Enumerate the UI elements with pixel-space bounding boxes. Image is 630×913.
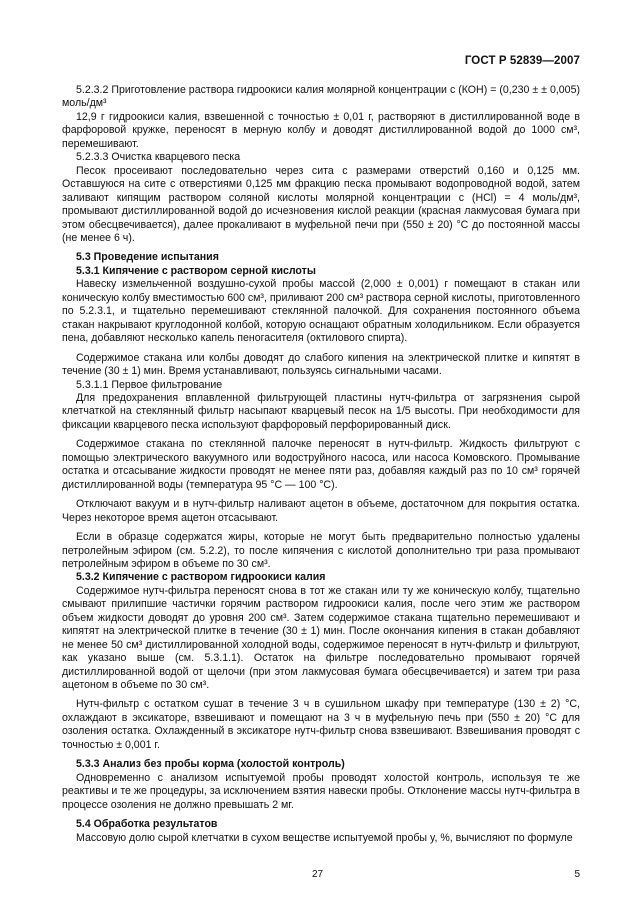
paragraph-5-3-1-1: 5.3.1.1 Первое фильтрование: [76, 378, 223, 391]
paragraph: Песок просеивают последовательно через сита с размерами отверстий 0,160 и 0,125 мм. Оставшуюся на сите с отверстиями 0,125 мм фракцию песка промывают водопроводной водой, затем заливают кипящим раствором соляной кислоты молярной концентрации c (HCl) = 4 моль/дм³, промывают дистиллированной водой до исчезновения кислой реакции (красная лакмусовая бумага при этом обесцвечивается), далее прокаливают в муфельной печи при (550 ± 20) °С до постоянной массы (не менее 6 ч).: [62, 164, 580, 244]
paragraph: Отключают вакуум и в нутч-фильтр наливают ацетон в объеме, достаточном для покрытия остатка. Через некоторое время ацетон отсасывают.: [62, 498, 580, 524]
paragraph: Содержимое стакана по стеклянной палочке переносят в нутч-фильтр. Жидкость фильтруют с помощью электрического вакуумного или водоструйного насоса, или насоса Комовского. Промывание остатка и отсасывание жидкости проводят не менее пяти раз, добавляя каждый раз по 10 см³ горячей дистиллированной воды (температура 95 °С — 100 °С).: [62, 438, 580, 491]
page-number: 27: [312, 869, 324, 880]
section-heading-5-3: 5.3 Проведение испытания: [76, 251, 219, 264]
paragraph: Одновременно с анализом испытуемой пробы проводят холостой контроль, используя те же реактивы и те же процедуры, за исключением взятия навески пробы. Отклонение массы нутч-фильтра в процессе озоления не должно превышать 2 мг.: [62, 771, 580, 811]
section-heading-5-3-3: 5.3.3 Анализ без пробы корма (холостой контроль): [76, 758, 345, 771]
paragraph: Массовую долю сырой клетчатки в сухом веществе испытуемой пробы y, %, вычисляют по формуле: [76, 831, 573, 844]
paragraph: Содержимое нутч-фильтра переносят снова в тот же стакан или ту же коническую колбу, тщательно смывают прилипшие частички горячим раствором гидроокиси калия, после чего этим же раствором объем жидкости доводят до уровня 200 см³. Затем содержимое стакана тщательно перемешивают и кипятят на электрической плитке в течение (30 ± 1) мин. После окончания кипения в стакан добавляют не менее 50 см³ дистиллированной холодной воды, содержимое переносят в нутч-фильтр и фильтруют, как указано выше (см. 5.3.1.1). Остаток на фильтре последовательно промывают горячей дистиллированной водой от щелочи (при этом лакмусовая бумага обесцвечивается) и затем три раза ацетоном в объеме по 30 см³.: [62, 584, 580, 692]
paragraph: Навеску измельченной воздушно-сухой пробы массой (2,000 ± 0,001) г помещают в стакан или коническую колбу вместимостью 600 см³, приливают 200 см³ раствора серной кислоты, приготовленного по 5.2.3.1, и тщательно перемешивают стеклянной палочкой. Для сохранения постоянного объема стакан накрывают круглодонной колбой, которую оснащают обратным холодильником. Если образуется пена, добавляют несколько капель пеногасителя (октилового спирта).: [62, 278, 580, 345]
paragraph: Нутч-фильтр с остатком сушат в течение 3 ч в сушильном шкафу при температуре (130 ± 2) °С, охлаждают в эксикаторе, взвешивают и помещают на 3 ч в муфельную печь при (550 ± 20) °С для озоления остатка. Охлажденный в эксикаторе нутч-фильтр снова взвешивают. Взвешивания проводят с точностью ± 0,001 г.: [62, 698, 580, 751]
paragraph: 12,9 г гидроокиси калия, взвешенной с точностью ± 0,01 г, растворяют в дистиллированной воде в фарфоровой кружке, переносят в мерную колбу и доводят дистиллированной водой до 1000 см³, перемешивают.: [62, 110, 580, 150]
paragraph: Содержимое стакана или колбы доводят до слабого кипения на электрической плитке и кипятят в течение (30 ± 1) мин. Время устанавливают, пользуясь сигнальными часами.: [62, 351, 580, 378]
paragraph: Если в образце содержатся жиры, которые не могут быть предварительно полностью удалены петролейным эфиром (см. 5.2.2), то после кипячения с кислотой дополнительно три раза промывают петролейным эфиром в объеме по 30 см³.: [62, 531, 580, 570]
paragraph-5-2-3-3: 5.2.3.3 Очистка кварцевого песка: [76, 151, 241, 164]
section-heading-5-3-2: 5.3.2 Кипячение с раствором гидроокиси калия: [76, 571, 326, 584]
standard-code: ГОСТ Р 52839—2007: [464, 55, 580, 67]
section-heading-5-3-1: 5.3.1 Кипячение с раствором серной кислоты: [76, 264, 316, 277]
section-heading-5-4: 5.4 Обработка результатов: [76, 818, 218, 831]
document-body: [62, 84, 580, 845]
paragraph: Для предохранения вплавленной фильтрующей пластины нутч-фильтра от загрязнения сырой клетчаткой на стеклянный фильтр насыпают кварцевый песок на 1/5 высоты. При необходимости для фиксации кварцевого песка используют фарфоровый перфорированный диск.: [62, 391, 580, 431]
paragraph-5-2-3-2: 5.2.3.2 Приготовление раствора гидроокиси калия молярной концентрации c (КОН) = (0,230 ± ± 0,005) моль/дм³: [62, 84, 580, 110]
sheet-number: 5: [574, 869, 580, 880]
